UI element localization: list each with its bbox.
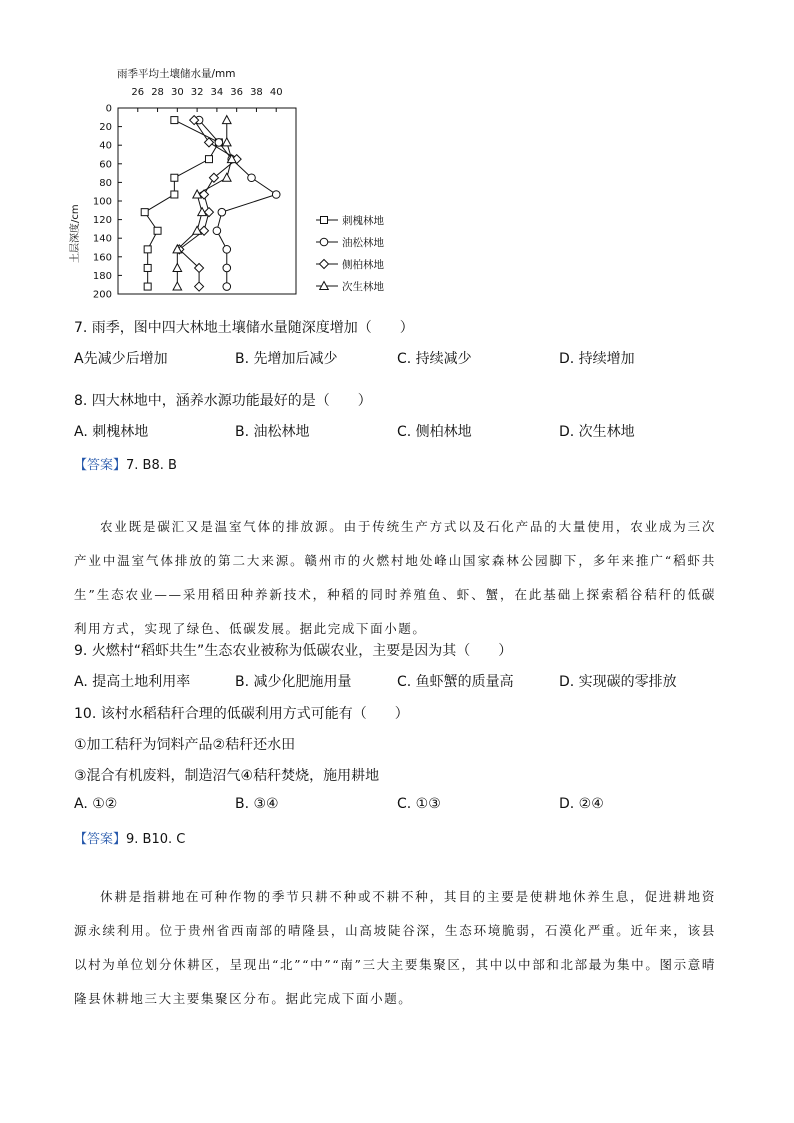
data-point [223, 264, 231, 272]
chart-legend [316, 214, 384, 293]
data-point [248, 174, 256, 182]
passage-fallow-land: 休耕是指耕地在可种作物的季节只耕不种或不耕不种，其目的主要是使耕地休养生息，促进耕地资源永续利用。位于贵州省西南部的晴隆县，山高坡陡谷深，生态环境脆弱，石漠化严重。近年来，该县以村为单位划分休耕区，呈现出“北”“中”“南”三大主要集聚区，其中以中部和北部最为集中。图示意晴隆县休耕地三大主要集聚区分布。据此完成下面小题。 [74, 889, 716, 1006]
legend-item [316, 258, 384, 271]
chart-title: 雨季平均土壤储水量/mm [117, 68, 236, 80]
data-point [144, 264, 151, 271]
y-tick-label: 200 [92, 289, 112, 301]
q7-option-d: D. 持续增加 [559, 351, 635, 367]
legend-item [316, 214, 384, 227]
question-8-stem: 8. 四大林地中，涵养水源功能最好的是（ ） [74, 393, 372, 409]
data-point [141, 209, 148, 216]
x-tick-label: 26 [131, 87, 145, 98]
q7-option-a: A先减少后增加 [74, 351, 168, 367]
legend-marker [320, 260, 329, 269]
legend-label: 油松林地 [342, 236, 384, 249]
question-9-stem: 9. 火燃村“稻虾共生”生态农业被称为低碳农业，主要是因为其（ ） [74, 643, 513, 659]
data-point [222, 173, 231, 181]
data-point [222, 138, 231, 146]
legend-label: 次生林地 [342, 280, 384, 293]
y-tick-label: 80 [99, 177, 112, 189]
x-tick-label: 36 [230, 87, 244, 98]
q9-option-a: A. 提高土地利用率 [74, 674, 191, 690]
q8-option-d: D. 次生林地 [559, 424, 635, 440]
data-point [171, 174, 178, 181]
q10-option-a: A. ①② [74, 796, 118, 812]
data-point [223, 246, 231, 254]
y-axis-label: 土层深度/cm [70, 204, 81, 263]
data-point [171, 117, 178, 124]
series-layer [141, 116, 280, 291]
data-point [173, 282, 182, 290]
data-point [171, 191, 178, 198]
y-tick-label: 120 [92, 215, 112, 227]
legend-marker [320, 238, 328, 246]
q9-option-c: C. 鱼虾蟹的质量高 [397, 674, 514, 690]
answer-tag: 【答案】 [74, 458, 127, 473]
passage-rice-shrimp: 农业既是碳汇又是温室气体的排放源。由于传统生产方式以及石化产品的大量使用，农业成为三次产业中温室气体排放的第二大来源。赣州市的火燃村地处峰山国家森林公园脚下，多年来推广“稻虾共生”生态农业——采用稻田种养新技术，种稻的同时养殖鱼、虾、蟹，在此基础上探索稻谷秸秆的低碳利用方式，实现了绿色、低碳发展。据此完成下面小题。 [74, 519, 716, 636]
q9-option-b: B. 减少化肥施用量 [235, 674, 352, 690]
answer-tag: 【答案】 [74, 832, 127, 847]
question-7-stem: 7. 雨季，图中四大林地土壤储水量随深度增加（ ） [74, 320, 414, 336]
data-point [144, 246, 151, 253]
q10-option-b: B. ③④ [235, 796, 279, 812]
answer-7-8 [74, 454, 177, 473]
y-tick-label: 180 [92, 270, 112, 282]
y-tick-label: 140 [92, 233, 112, 245]
answer-9-10 [74, 828, 185, 847]
x-tick-label: 28 [151, 87, 164, 98]
legend-item [316, 280, 384, 293]
data-point [154, 227, 161, 234]
x-tick-label: 38 [250, 87, 263, 98]
data-point [205, 156, 212, 163]
x-tick-label: 34 [210, 87, 224, 98]
q7-option-b: B. 先增加后减少 [235, 351, 338, 367]
soil-water-chart [60, 58, 400, 303]
series-diamond [175, 116, 241, 291]
q10-statements-line-1: ①加工秸秆为饲料产品②秸秆还水田 [74, 737, 296, 753]
answer-text: 9. B10. C [126, 832, 186, 847]
q8-option-b: B. 油松林地 [235, 424, 310, 440]
x-tick-label: 32 [190, 87, 204, 98]
q10-option-d: D. ②④ [559, 796, 604, 812]
data-point [213, 227, 221, 235]
q8-option-c: C. 侧柏林地 [397, 424, 472, 440]
data-point [272, 191, 280, 199]
question-10-stem: 10. 该村水稻秸秆合理的低碳利用方式可能有（ ） [74, 706, 409, 722]
q10-option-c: C. ①③ [397, 796, 441, 812]
y-tick-label: 40 [99, 140, 112, 152]
y-tick-label: 100 [92, 196, 112, 208]
x-tick-label: 30 [170, 87, 184, 98]
y-tick-label: 160 [92, 252, 112, 264]
data-point [144, 283, 151, 290]
data-point [215, 139, 223, 147]
q8-option-a: A. 刺槐林地 [74, 424, 149, 440]
legend-item [316, 236, 384, 249]
y-tick-label: 20 [99, 122, 112, 134]
answer-text: 7. B8. B [126, 458, 177, 473]
x-tick-label: 40 [269, 87, 283, 98]
data-point [222, 116, 231, 124]
data-point [173, 263, 182, 271]
q9-option-d: D. 实现碳的零排放 [559, 674, 677, 690]
data-point [223, 283, 231, 291]
q7-option-c: C. 持续减少 [397, 351, 472, 367]
legend-marker [321, 217, 328, 224]
y-tick-label: 60 [99, 159, 112, 171]
q10-statements-line-2: ③混合有机废料，制造沼气④秸秆焚烧，施用耕地 [74, 768, 380, 784]
data-point [218, 208, 226, 216]
legend-label: 刺槐林地 [342, 214, 384, 227]
legend-label: 侧柏林地 [342, 258, 384, 271]
data-point [195, 282, 204, 291]
y-tick-label: 0 [105, 103, 112, 115]
